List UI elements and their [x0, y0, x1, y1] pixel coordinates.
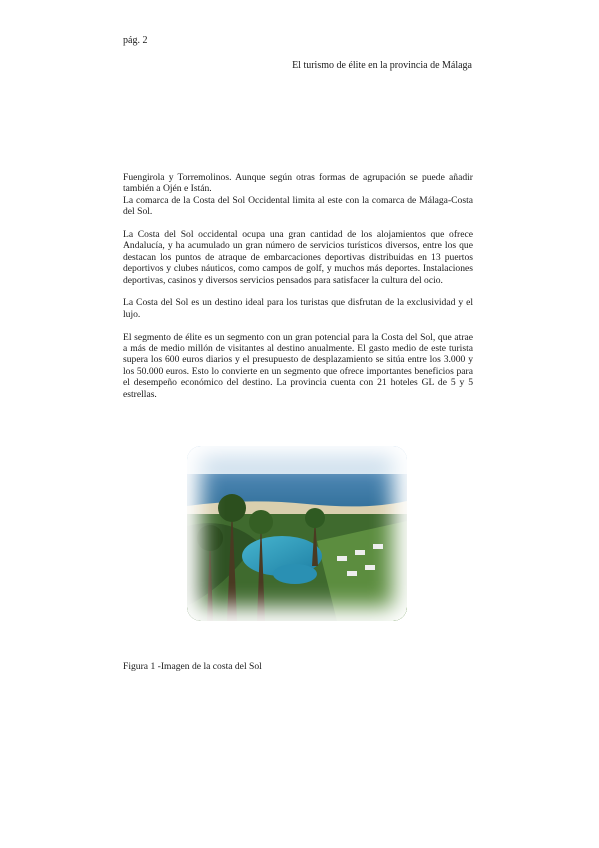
figure-caption: Figura 1 -Imagen de la costa del Sol [123, 661, 262, 672]
body-text [123, 172, 473, 411]
paragraph: La Costa del Sol es un destino ideal para los turistas que disfrutan de la exclusividad y el lujo. [123, 297, 473, 320]
paragraph: La comarca de la Costa del Sol Occidental limita al este con la comarca de Málaga-Costa del Sol. [123, 194, 473, 218]
running-title: El turismo de élite en la provincia de Málaga [292, 60, 472, 71]
paragraph: La Costa del Sol occidental ocupa una gran cantidad de los alojamientos que ofrece Andalucía, y ha acumulado un gran número de servicios turísticos diversos, entre los que destacan los puntos de atraque de embarcaciones deportivas distribuidas en 13 puertos deportivos y clubes náuticos, como campos de golf, y muchos más deportes. Instalaciones deportivas, casinos y diversos servicios pensados para satisfacer la cultura del ocio. [123, 229, 473, 286]
coast-photo [187, 446, 407, 621]
page-number: pág. 2 [123, 35, 148, 46]
paragraph: Fuengirola y Torremolinos. Aunque según otras formas de agrupación se puede añadir también a Ojén e Istán. [123, 172, 473, 195]
paragraph: El segmento de élite es un segmento con un gran potencial para la Costa del Sol, que atrae a más de medio millón de visitantes al destino anualmente. El gasto medio de este turista supera los 600 euros diarios y el presupuesto de desplazamiento se sitúa entre los 3.000 y los 50.000 euros. Esto lo convierte en un segmento que ofrece importantes beneficios para el desempeño económico del destino. La provincia cuenta con 21 hoteles GL de 5 y 5 estrellas. [123, 331, 473, 400]
